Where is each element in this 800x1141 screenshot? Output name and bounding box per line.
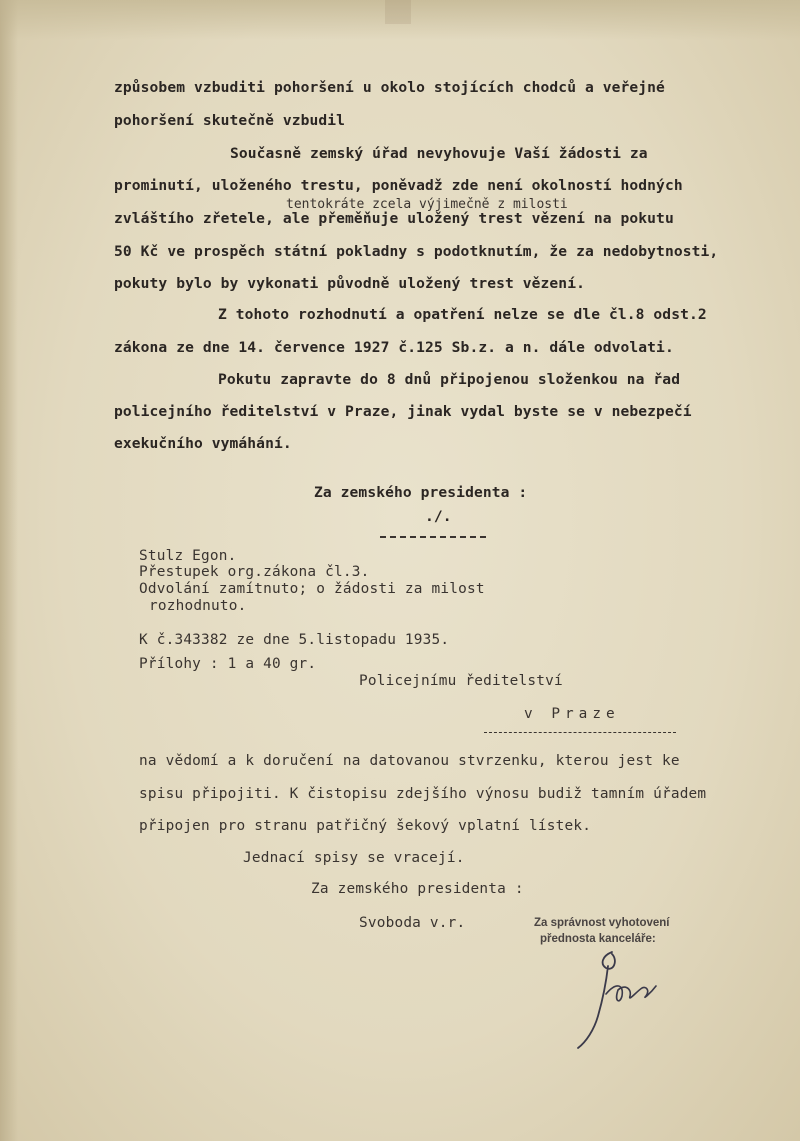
case-attachments: Přílohy : 1 a 40 gr.: [139, 656, 317, 672]
handwritten-insert-line: tentokráte zcela výjimečně z milosti: [286, 197, 568, 212]
paper-fold-mark: [385, 0, 411, 24]
notice-line-1: na vědomí a k doručení na datovanou stvrzenku, kterou jest ke: [139, 753, 680, 769]
body-line-7: pokuty bylo by vykonati původně uložený trest vězení.: [114, 275, 585, 292]
recipient-dash-line: [484, 732, 676, 733]
body-line-4: prominutí, uloženého trestu, poněvadž zde není okolností hodných: [114, 177, 683, 194]
signature-heading-2: Za zemského presidenta :: [311, 881, 524, 897]
body-line-5: zvláštího zřetele, ale přeměňuje uložený trest vězení na pokutu: [114, 210, 674, 227]
handwritten-signature: [572, 944, 667, 1054]
recipient-city: v Praze: [524, 706, 620, 722]
stamp-line-1: Za správnost vyhotovení: [534, 917, 670, 929]
body-line-8: Z tohoto rozhodnutí a opatření nelze se dle čl.8 odst.2: [218, 306, 707, 323]
body-line-6: 50 Kč ve prospěch státní pokladny s podotknutím, že za nedobytnosti,: [114, 243, 719, 260]
notice-line-4: Jednací spisy se vracejí.: [243, 850, 465, 866]
body-line-1: způsobem vzbuditi pohoršení u okolo stojících chodců a veřejné: [114, 79, 665, 96]
body-line-12: exekučního vymáhání.: [114, 435, 292, 452]
body-line-11: policejního ředitelství v Praze, jinak vydal byste se v nebezpečí: [114, 403, 692, 420]
case-appeal: Odvolání zamítnuto; o žádosti za milost: [139, 581, 485, 597]
notice-line-3: připojen pro stranu patřičný šekový vplatní lístek.: [139, 818, 592, 834]
body-line-10: Pokutu zapravte do 8 dnů připojenou složenkou na řad: [218, 371, 681, 388]
stamp-line-2: přednosta kanceláře:: [540, 933, 656, 945]
case-offense: Přestupek org.zákona čl.3.: [139, 564, 370, 580]
case-decided: rozhodnuto.: [149, 598, 247, 614]
body-line-9: zákona ze dne 14. července 1927 č.125 Sb.z. a n. dále odvolati.: [114, 339, 674, 356]
case-name: Stulz Egon.: [139, 548, 237, 564]
body-line-3: Současně zemský úřad nevyhovuje Vaší žádosti za: [230, 145, 648, 162]
signed-name: Svoboda v.r.: [359, 915, 466, 931]
signature-heading-1: Za zemského presidenta :: [314, 484, 528, 501]
recipient-office: Policejnímu ředitelství: [359, 673, 563, 689]
signature-dash-line: [380, 536, 486, 538]
signature-mark: ./.: [425, 508, 452, 525]
body-line-2: pohoršení skutečně vzbudil: [114, 112, 346, 129]
paper-edge-left: [0, 0, 18, 1141]
notice-line-2: spisu připojiti. K čistopisu zdejšího výnosu budiž tamním úřadem: [139, 786, 707, 802]
case-reference: K č.343382 ze dne 5.listopadu 1935.: [139, 632, 450, 648]
